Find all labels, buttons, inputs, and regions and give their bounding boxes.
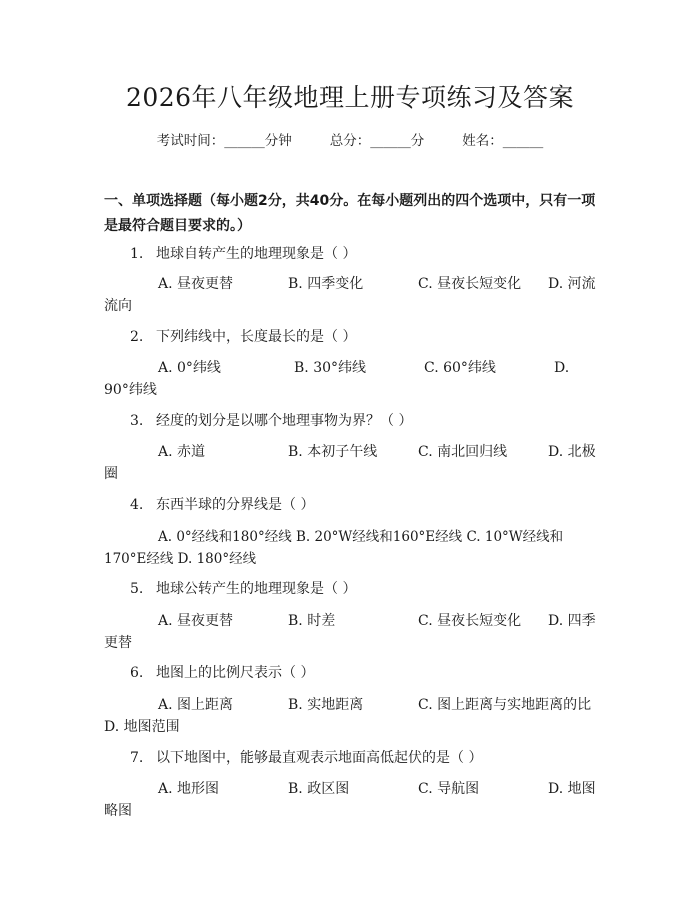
question-number: 2.: [130, 329, 144, 345]
student-name: 姓名：______: [462, 133, 544, 149]
exam-total-score: 总分：______分: [329, 133, 425, 149]
option-c: C. 导航图: [418, 781, 480, 797]
question-number: 1.: [130, 246, 144, 262]
option-c: C. 南北回归线: [418, 444, 508, 460]
question-5-options: [104, 610, 600, 654]
option-wrap: 略图: [104, 803, 132, 819]
question-number: 5.: [130, 581, 144, 597]
option-a: A. 昼夜更替: [158, 276, 234, 292]
section-heading-line1: 一、单项选择题（每小题2分，共40分。在每小题列出的四个选项中，只有一项: [104, 193, 596, 209]
option-d: D. 北极: [548, 444, 596, 460]
question-number: 6.: [130, 665, 144, 681]
option-b: B. 政区图: [288, 781, 350, 797]
question-2-stem: [104, 326, 600, 348]
option-d: D. 河流: [548, 276, 596, 292]
option-c: C. 昼夜长短变化: [418, 613, 522, 629]
option-d: D. 四季: [548, 613, 596, 629]
option-b: B. 本初子午线: [288, 444, 378, 460]
section-heading: [104, 189, 600, 239]
question-7-stem: [104, 747, 600, 769]
question-4-stem: [104, 494, 600, 516]
option-d: D. 地图: [548, 781, 596, 797]
question-text: 地球公转产生的地理现象是（ ）: [156, 581, 357, 597]
question-number: 4.: [130, 497, 144, 513]
option-a: A. 地形图: [158, 781, 220, 797]
option-wrap: 90°纬线: [104, 382, 157, 398]
option-line: A. 0°经线和180°经线 B. 20°W经线和160°E经线 C. 10°W经线和: [158, 529, 564, 545]
option-c: C. 昼夜长短变化: [418, 276, 522, 292]
option-a: A. 赤道: [158, 444, 206, 460]
option-a: A. 0°纬线: [158, 360, 221, 376]
question-text: 东西半球的分界线是（ ）: [156, 497, 315, 513]
question-text: 地图上的比例尺表示（ ）: [156, 665, 315, 681]
option-wrap: 圈: [104, 466, 118, 482]
question-3-stem: [104, 410, 600, 432]
option-b: B. 实地距离: [288, 697, 364, 713]
option-b: B. 30°纬线: [294, 360, 367, 376]
question-number: 3.: [130, 413, 144, 429]
question-3-options: [104, 441, 600, 485]
option-d: D.: [554, 360, 570, 376]
page-title: 2026年八年级地理上册专项练习及答案: [125, 83, 575, 112]
question-7-options: [104, 778, 600, 822]
question-1-options: [104, 273, 600, 317]
exam-time: 考试时间：______分钟: [156, 133, 292, 149]
exam-meta: [0, 130, 700, 152]
option-b: B. 时差: [288, 613, 336, 629]
question-6-stem: [104, 662, 600, 684]
question-text: 以下地图中，能够最直观表示地面高低起伏的是（ ）: [156, 750, 483, 766]
question-1-stem: [104, 243, 600, 265]
option-c: C. 60°纬线: [424, 360, 496, 376]
option-a: A. 图上距离: [158, 697, 234, 713]
option-a: A. 昼夜更替: [158, 613, 234, 629]
question-number: 7.: [130, 750, 144, 766]
option-wrap: 170°E经线 D. 180°经线: [104, 551, 257, 567]
question-6-options: [104, 694, 600, 738]
question-text: 地球自转产生的地理现象是（ ）: [156, 246, 357, 262]
question-5-stem: [104, 578, 600, 600]
question-2-options: [104, 357, 600, 401]
option-wrap: D. 地图范围: [104, 719, 180, 735]
question-text: 下列纬线中，长度最长的是（ ）: [156, 329, 357, 345]
option-c: C. 图上距离与实地距离的比: [418, 697, 592, 713]
question-text: 经度的划分是以哪个地理事物为界？（ ）: [156, 413, 413, 429]
question-4-options: [104, 526, 600, 570]
option-wrap: 流向: [104, 298, 132, 314]
section-heading-line2: 是最符合题目要求的。）: [104, 218, 251, 234]
option-b: B. 四季变化: [288, 276, 364, 292]
option-wrap: 更替: [104, 635, 132, 651]
